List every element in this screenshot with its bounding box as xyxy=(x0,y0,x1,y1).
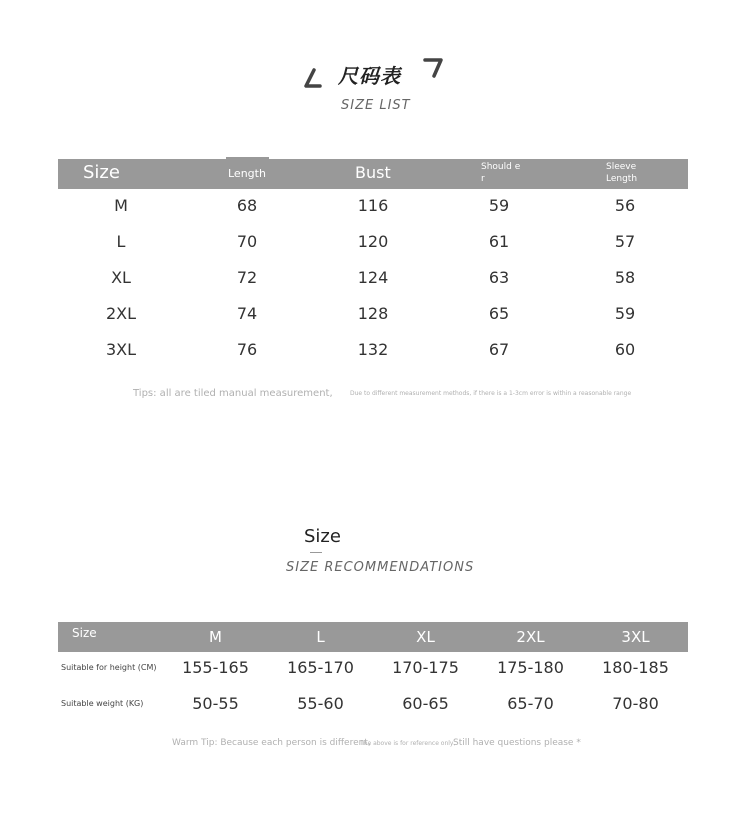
table-row xyxy=(58,332,688,368)
row-label-height: Suitable for height (CM) xyxy=(61,663,157,672)
warm-tip-questions: Still have questions please * xyxy=(453,738,581,748)
warm-tip: Warm Tip: Because each person is different, xyxy=(172,738,371,748)
cell-height-m: 155-165 xyxy=(182,658,249,677)
cell-length: 70 xyxy=(236,232,258,251)
cell-bust: 128 xyxy=(357,304,389,323)
table-row xyxy=(58,224,688,260)
header-length: Length xyxy=(228,167,266,180)
cell-shoulder: 61 xyxy=(488,232,510,251)
left-bracket-decoration xyxy=(302,68,322,90)
cell-height-l: 165-170 xyxy=(287,658,354,677)
header-l: L xyxy=(316,628,325,646)
header-m: M xyxy=(209,628,222,646)
recommendation-table-header xyxy=(58,622,688,652)
cell-bust: 116 xyxy=(357,196,389,215)
cell-size: 3XL xyxy=(105,340,137,359)
title-underline xyxy=(310,552,322,553)
size-table-header xyxy=(58,159,688,189)
cell-height-3xl: 180-185 xyxy=(602,658,669,677)
size-chart-title: 尺码表 xyxy=(338,64,401,88)
cell-shoulder: 59 xyxy=(488,196,510,215)
cell-height-xl: 170-175 xyxy=(392,658,459,677)
cell-shoulder: 67 xyxy=(488,340,510,359)
header-size: Size xyxy=(72,626,97,640)
cell-weight-xl: 60-65 xyxy=(402,694,449,713)
warm-tip-reference: The above is for reference only, xyxy=(360,740,456,747)
cell-sleeve: 57 xyxy=(614,232,636,251)
measurement-tip-detail: Due to different measurement methods, if there is a 1-3cm error is within a reasonable range xyxy=(350,390,632,397)
weight-row xyxy=(58,686,688,722)
cell-length: 74 xyxy=(236,304,258,323)
header-shoulder: Should er xyxy=(481,162,521,184)
cell-bust: 132 xyxy=(357,340,389,359)
cell-length: 76 xyxy=(236,340,258,359)
cell-bust: 124 xyxy=(357,268,389,287)
header-sleeve-length: Sleeve Length xyxy=(606,162,638,184)
height-row xyxy=(58,650,688,686)
cell-weight-3xl: 70-80 xyxy=(612,694,659,713)
cell-size: L xyxy=(116,232,126,251)
cell-weight-l: 55-60 xyxy=(297,694,344,713)
cell-size: 2XL xyxy=(105,304,137,323)
cell-weight-2xl: 65-70 xyxy=(507,694,554,713)
size-recommendations-subtitle: SIZE RECOMMENDATIONS xyxy=(286,560,475,575)
row-label-weight: Suitable weight (KG) xyxy=(61,699,144,708)
measurement-tip: Tips: all are tiled manual measurement, xyxy=(133,388,333,399)
header-bust: Bust xyxy=(355,163,391,182)
cell-bust: 120 xyxy=(357,232,389,251)
cell-length: 68 xyxy=(236,196,258,215)
size-list-subtitle: SIZE LIST xyxy=(341,98,411,113)
header-xl: XL xyxy=(416,628,435,646)
cell-length: 72 xyxy=(236,268,258,287)
header-3xl: 3XL xyxy=(621,628,650,646)
cell-height-2xl: 175-180 xyxy=(497,658,564,677)
size-recommendations-title: Size xyxy=(304,526,341,547)
right-bracket-decoration xyxy=(422,56,444,80)
cell-sleeve: 58 xyxy=(614,268,636,287)
cell-sleeve: 59 xyxy=(614,304,636,323)
header-2xl: 2XL xyxy=(516,628,545,646)
cell-sleeve: 60 xyxy=(614,340,636,359)
cell-shoulder: 65 xyxy=(488,304,510,323)
header-length-accent xyxy=(226,157,269,159)
cell-sleeve: 56 xyxy=(614,196,636,215)
cell-size: M xyxy=(114,196,128,215)
cell-size: XL xyxy=(111,268,131,287)
table-row xyxy=(58,296,688,332)
cell-shoulder: 63 xyxy=(488,268,510,287)
table-row xyxy=(58,260,688,296)
header-size: Size xyxy=(83,162,120,183)
cell-weight-m: 50-55 xyxy=(192,694,239,713)
table-row xyxy=(58,188,688,224)
